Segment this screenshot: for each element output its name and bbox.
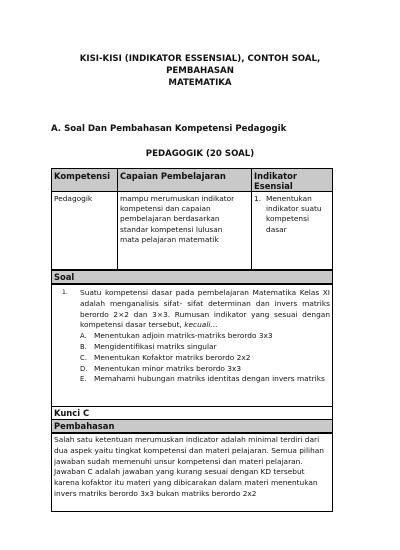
option-letter: A. — [80, 332, 87, 341]
option-text: Mengidentifikasi matriks singular — [94, 341, 217, 351]
option-b — [80, 342, 330, 353]
title-line-1: KISI-KISI (INDIKATOR ESSENSIAL), CONTOH SOAL, — [79, 54, 321, 64]
question-number: 1. — [62, 289, 68, 296]
header-indikator: Indikator Esensial — [254, 171, 298, 191]
sub-heading: PEDAGOGIK (20 SOAL) — [145, 149, 255, 159]
cell-kompetensi: Pedagogik — [54, 194, 93, 203]
indikator-number: 1. — [254, 194, 262, 203]
option-text: Menentukan minor matriks berordo 3x3 — [94, 363, 242, 373]
pembahasan-cell — [51, 433, 333, 512]
option-c — [80, 353, 330, 364]
question-kecuali: kecuali… — [184, 320, 218, 330]
question-stem: Suatu kompetensi dasar pada pembelajaran Matematika Kelas XI adalah menganalisis sifat- sifat determinan dan invers matriks berordo 2×2 dan 3×3. Rumusan indikator yang sesuai dengan kompetensi dasar tersebut, — [80, 288, 330, 330]
soal-label: Soal — [51, 270, 333, 284]
option-e — [80, 374, 330, 385]
option-letter: E. — [80, 375, 87, 384]
table-header-row — [51, 168, 333, 192]
title-line-3: MATEMATIKA — [168, 78, 232, 88]
document-title — [0, 53, 400, 89]
question-cell — [51, 284, 333, 407]
option-text: Menentukan adjoin matriks-matriks berordo 3x3 — [94, 331, 273, 341]
option-text: Memahami hubungan matriks identitas dengan invers matriks — [94, 374, 325, 384]
option-letter: B. — [80, 342, 87, 351]
header-capaian: Capaian Pembelajaran — [120, 171, 226, 181]
option-text: Menentukan Kofaktor matriks berordo 2x2 — [94, 352, 251, 362]
pembahasan-label: Pembahasan — [51, 419, 333, 433]
option-letter: C. — [80, 353, 87, 362]
cell-capaian: mampu merumuskan indikator kompetensi dan capaian pembelajaran berdasarkan standar kompetensi lulusan mata pelajaran matematik — [120, 194, 235, 244]
title-line-2: PEMBAHASAN — [166, 66, 234, 76]
header-kompetensi: Kompetensi — [54, 171, 110, 181]
option-a — [80, 331, 330, 342]
cell-indikator — [252, 192, 334, 237]
question-text — [80, 288, 330, 331]
option-d — [80, 364, 330, 375]
pembahasan-text: Salah satu ketentuan merumuskan indicator adalah minimal terdiri dari dua aspek yaitu tingkat kompetensi dan materi pelajaran. Semua pilihan jawaban sudah memenuhi unsur kompetensi dan materi pelajaran. Jawaban C adalah jawaban yang kurang sesuai dengan KD tersebut karena kofaktor itu materi yang dibicarakan dalam materi menentukan invers matriks berordo 3x3 bukan matriks berordo 2x2 — [54, 435, 324, 498]
table-row — [51, 191, 333, 270]
indikator-text: Menentukan indikator suatu kompetensi dasar — [266, 194, 322, 234]
answer-key: Kunci C — [51, 406, 333, 420]
question-item — [60, 288, 330, 385]
answer-options — [80, 331, 330, 385]
option-letter: D. — [80, 364, 88, 373]
section-heading: A. Soal Dan Pembahasan Kompetensi Pedagogik — [51, 124, 287, 134]
